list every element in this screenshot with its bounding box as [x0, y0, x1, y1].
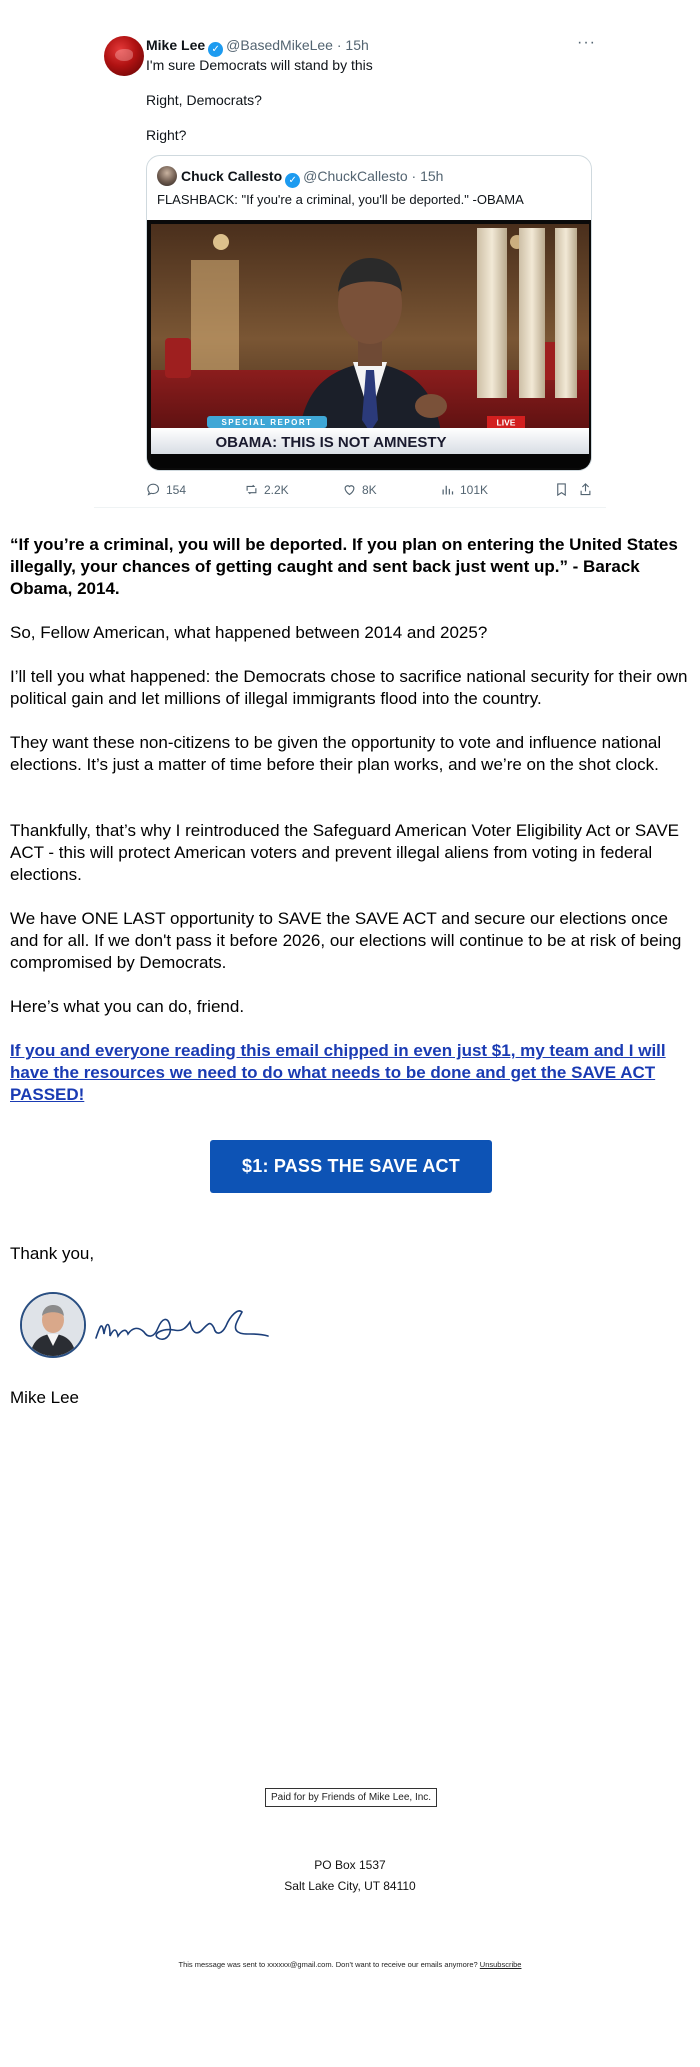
- like-count: 8K: [362, 482, 377, 497]
- views-button[interactable]: [440, 482, 488, 497]
- paragraph: They want these non-citizens to be given the opportunity to vote and influence national elections. It’s just a matter of time before their plan works, and we’re on the shot clock.: [10, 733, 662, 774]
- paragraph: Thankfully, that’s why I reintroduced the Safeguard American Voter Eligibility Act or SAVE ACT - this will protect American voters and prevent illegal aliens from voting in federal elections.: [10, 821, 680, 884]
- tweet-time: · 15h: [336, 37, 369, 53]
- closing: Thank you,: [10, 1244, 95, 1263]
- author-avatar[interactable]: [104, 36, 144, 76]
- obama-quote: “If you’re a criminal, you will be deported. If you plan on entering the United States illegally, your chances of getting caught and sent back just went up.” - Barack Obama, 2014.: [10, 535, 678, 598]
- repost-button[interactable]: [244, 482, 289, 497]
- reply-button[interactable]: [146, 482, 186, 497]
- fine-print: [0, 1960, 700, 1969]
- donation-paragraph: [10, 1040, 694, 1106]
- heart-icon: [342, 482, 357, 497]
- reply-count: 154: [166, 482, 187, 497]
- quoted-tweet-text: FLASHBACK: "If you're a criminal, you'll be deported." -OBAMA: [157, 192, 524, 207]
- share-icon: [578, 482, 593, 497]
- views-chart-icon: [440, 482, 455, 497]
- video-banner-main: OBAMA: THIS IS NOT AMNESTY: [215, 434, 447, 451]
- bookmark-icon: [554, 482, 569, 497]
- author-handle[interactable]: @BasedMikeLee: [226, 37, 333, 53]
- paragraph: We have ONE LAST opportunity to SAVE the SAVE ACT and secure our elections once and for all. If we don't pass it before 2026, our elections will continue to be at risk of being compromised by Democrats.: [10, 909, 682, 972]
- tweet-text-line: Right?: [146, 127, 187, 143]
- quoted-tweet-time: · 15h: [411, 168, 444, 184]
- tweet-header: [146, 37, 596, 57]
- quoted-author-handle: @ChuckCallesto: [303, 168, 408, 184]
- like-button[interactable]: [342, 482, 377, 497]
- sender-photo: [20, 1292, 86, 1358]
- recipient-notice: This message was sent to xxxxxx@gmail.com. Don't want to receive our emails anymore?: [178, 1960, 478, 1969]
- tweet-text-line: I'm sure Democrats will stand by this: [146, 57, 373, 73]
- mailing-address-line: PO Box 1537: [314, 1858, 386, 1872]
- repost-count: 2.2K: [264, 482, 289, 497]
- embedded-tweet[interactable]: [94, 20, 606, 508]
- tweet-actions: [146, 482, 596, 500]
- reply-icon: [146, 482, 161, 497]
- author-name[interactable]: Mike Lee: [146, 37, 206, 53]
- share-button[interactable]: [578, 482, 593, 497]
- quoted-author-name: Chuck Callesto: [181, 168, 283, 184]
- paragraph: So, Fellow American, what happened between 2014 and 2025?: [10, 623, 488, 642]
- paragraph: Here’s what you can do, friend.: [10, 997, 245, 1016]
- donation-link[interactable]: If you and everyone reading this email chipped in even just $1, my team and I will have the resources we need to do what needs to be done and get the SAVE ACT PASSED!: [10, 1041, 666, 1104]
- video-thumbnail[interactable]: [147, 220, 592, 471]
- handwritten-signature: [92, 1298, 282, 1358]
- tweet-text-line: Right, Democrats?: [146, 92, 262, 108]
- live-badge: LIVE: [496, 417, 516, 428]
- video-banner-small: SPECIAL REPORT: [221, 418, 313, 427]
- quoted-author-avatar: [157, 166, 177, 186]
- quoted-tweet[interactable]: [146, 155, 592, 471]
- donate-button[interactable]: $1: PASS THE SAVE ACT: [210, 1140, 492, 1193]
- sender-name: Mike Lee: [10, 1388, 79, 1407]
- quoted-tweet-header: [157, 166, 443, 188]
- sender-portrait: [22, 1294, 84, 1356]
- verified-badge-icon: ✓: [208, 42, 223, 57]
- unsubscribe-link[interactable]: Unsubscribe: [479, 1960, 522, 1969]
- paid-for-disclaimer: Paid for by Friends of Mike Lee, Inc.: [265, 1788, 437, 1807]
- bookmark-button[interactable]: [554, 482, 569, 497]
- more-options-icon[interactable]: ···: [577, 34, 596, 51]
- repost-icon: [244, 482, 259, 497]
- paragraph: I’ll tell you what happened: the Democrats chose to sacrifice national security for their own political gain and let millions of illegal immigrants flood into the country.: [10, 667, 688, 708]
- verified-badge-icon: ✓: [285, 173, 300, 188]
- view-count: 101K: [460, 482, 489, 497]
- mailing-address-line: Salt Lake City, UT 84110: [284, 1879, 416, 1893]
- video-frame: [147, 220, 592, 471]
